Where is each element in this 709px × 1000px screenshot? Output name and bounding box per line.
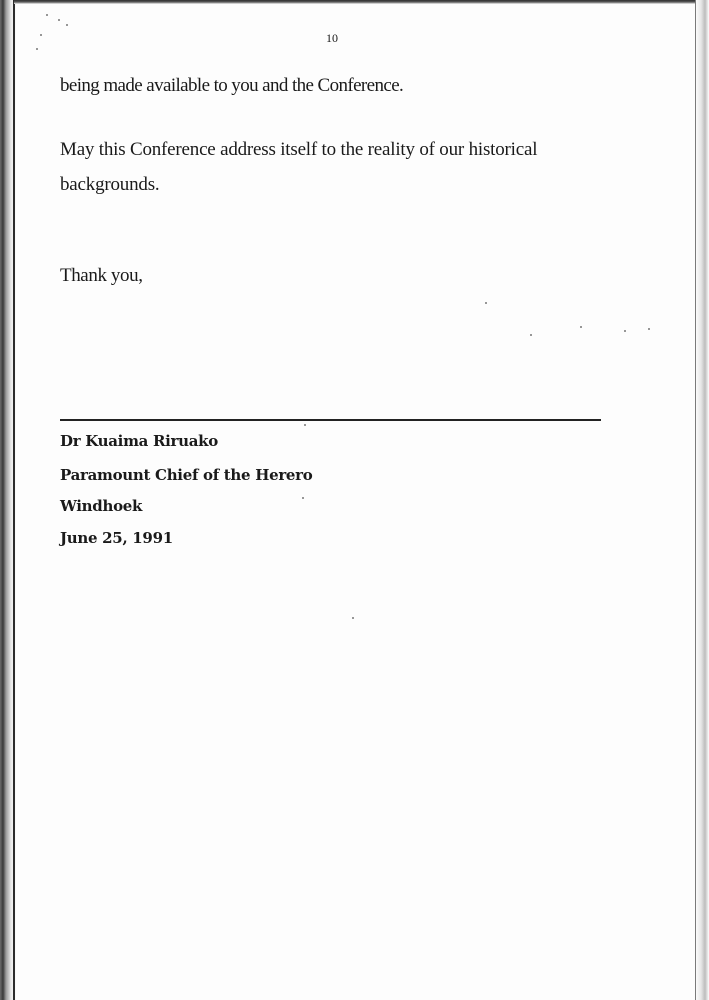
scan-speck [580,326,582,328]
scan-edge-right [695,0,709,1000]
scan-speck [530,334,532,336]
signature-name: Dr Kuaima Riruako [60,432,218,450]
scan-speck [302,497,304,499]
scan-speck [58,19,60,21]
paragraph-1: being made available to you and the Conference. [60,75,404,96]
scan-edge-left-line [13,0,15,1000]
scan-speck [304,424,306,426]
scan-speck [46,14,48,16]
scan-edge-top [14,0,704,4]
signature-title: Paramount Chief of the Herero [60,466,313,484]
scan-speck [352,617,354,619]
scan-speck [66,24,68,26]
scan-speck [648,328,650,330]
scan-speck [485,302,487,304]
scan-speck [40,34,42,36]
scan-speck [624,330,626,332]
scan-edge-right-line [695,0,696,1000]
signature-line [60,419,601,421]
signature-date: June 25, 1991 [60,529,173,547]
closing-paragraph: Thank you, [60,265,143,286]
signature-place: Windhoek [60,497,143,515]
page-number: 10 [326,31,338,45]
paragraph-2: May this Conference address itself to the reality of our historical backgrounds. [60,139,538,195]
scan-speck [36,48,38,50]
